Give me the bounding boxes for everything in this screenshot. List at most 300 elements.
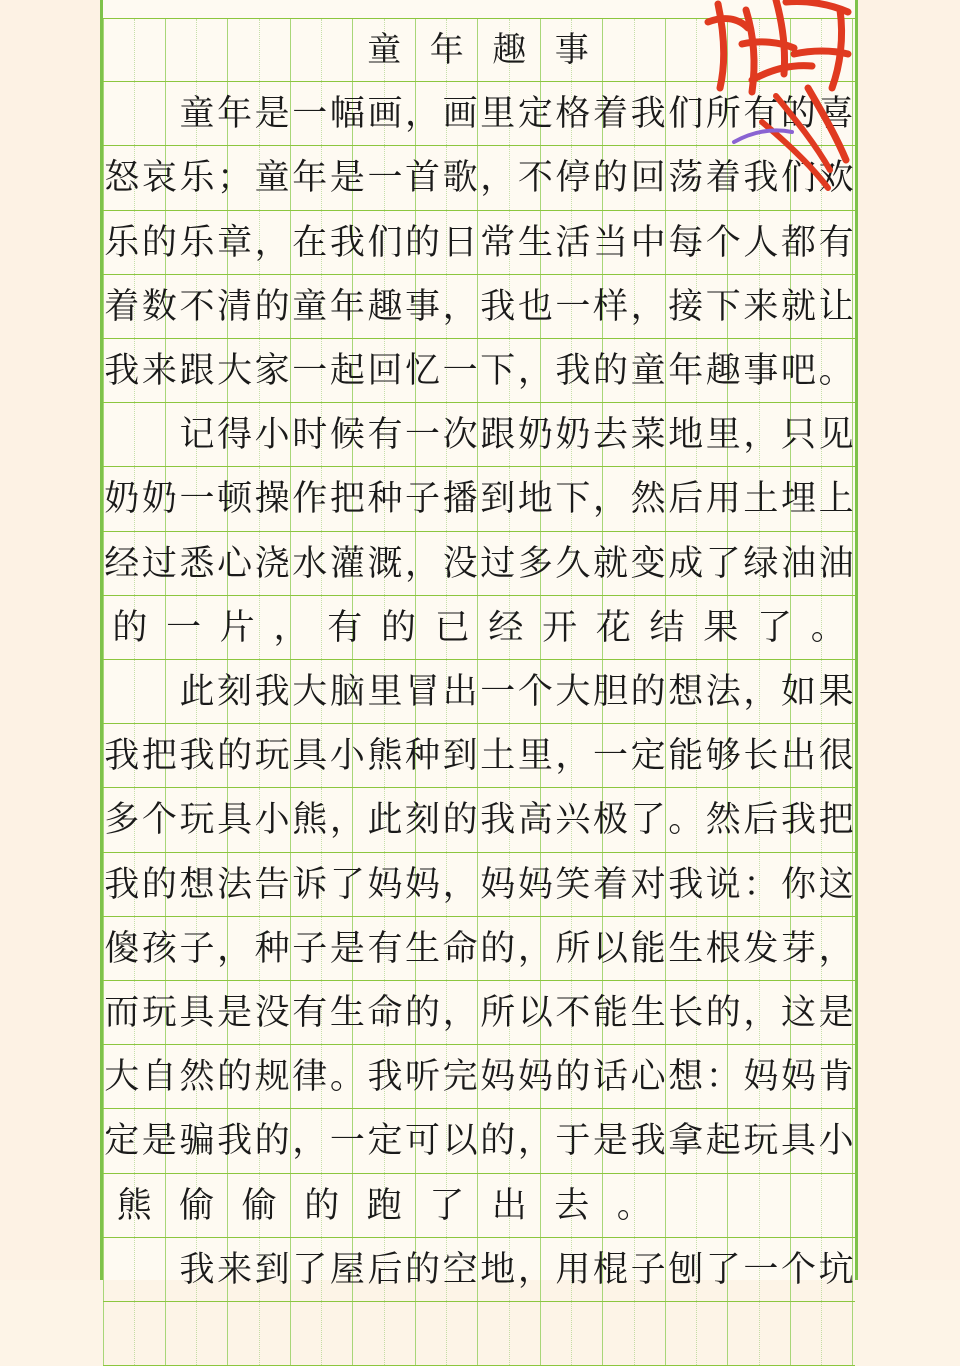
grid-cell [103, 1174, 166, 1237]
character: 自 [141, 1057, 177, 1098]
character: 着 [593, 864, 629, 905]
grid-cell [728, 1238, 791, 1301]
character: 肯 [818, 1057, 854, 1098]
character: 了 [756, 607, 792, 648]
character: 玩 [141, 993, 177, 1033]
character: 章 [217, 222, 253, 263]
character: 命 [442, 928, 478, 969]
character: 成 [668, 543, 704, 584]
grid-cell [666, 660, 729, 723]
character: 下 [705, 286, 741, 327]
character: 经 [488, 607, 524, 648]
grid-cell [353, 788, 416, 851]
character: 活 [555, 222, 591, 263]
character: 妈 [405, 864, 441, 905]
character: 用 [555, 1249, 591, 1290]
grid-cell [728, 1045, 791, 1108]
grid-cell [791, 1302, 854, 1365]
character: 的 [405, 993, 441, 1033]
character: 我 [254, 672, 290, 712]
character: 奶 [104, 479, 140, 520]
character: 具 [292, 736, 328, 777]
character: 时 [292, 415, 328, 456]
grid-row [103, 788, 855, 852]
character: 此 [179, 672, 215, 712]
character: 我 [179, 1249, 215, 1290]
character: 偷 [179, 1185, 215, 1226]
grid-cell [416, 467, 479, 530]
character: 这 [780, 993, 816, 1033]
character: 怒 [104, 158, 140, 199]
grid-cell [353, 532, 416, 595]
grid-cell [791, 981, 854, 1044]
grid-cell [228, 853, 291, 916]
character: 绿 [743, 543, 779, 584]
grid-cell [353, 1109, 416, 1172]
character: 果 [703, 607, 739, 648]
character: 幅 [329, 94, 365, 135]
grid-row [103, 1109, 855, 1173]
character: 坑 [818, 1249, 854, 1290]
grid-cell [416, 724, 479, 787]
grid-cell [603, 1109, 666, 1172]
character: 生 [668, 928, 704, 969]
character: 一 [292, 351, 328, 391]
grid-cell [791, 660, 854, 723]
grid-cell [291, 467, 354, 530]
grid-cell [103, 981, 166, 1044]
grid-cell [228, 1302, 291, 1365]
character: 趣 [492, 30, 527, 70]
grid-cell [541, 1174, 604, 1237]
grid-cell [603, 403, 666, 466]
grid-row [103, 275, 855, 339]
character: 欢 [818, 158, 854, 199]
character: 里 [517, 736, 553, 777]
grid-cell [291, 275, 354, 338]
grid-cell [353, 724, 416, 787]
character: 过 [480, 543, 516, 584]
grid-cell [353, 339, 416, 402]
character: 如 [780, 672, 816, 712]
character: 生 [405, 928, 441, 969]
character: 操 [254, 479, 290, 520]
character: 傻 [104, 928, 140, 969]
grid-cell [228, 917, 291, 980]
grid-cell [228, 596, 291, 659]
character: 乐 [104, 222, 140, 263]
grid-cell [166, 339, 229, 402]
character: 个 [517, 672, 553, 712]
character: ， [405, 543, 441, 584]
character: 片 [219, 607, 255, 648]
character: 子 [405, 479, 441, 520]
character: 心 [217, 543, 253, 584]
character: 后 [367, 1249, 403, 1290]
grid-cell [416, 1045, 479, 1108]
character: 出 [491, 1185, 527, 1226]
grid-cell [103, 660, 166, 723]
character: 子 [630, 1249, 666, 1290]
character: 年 [292, 158, 328, 199]
character: 玩 [743, 1121, 779, 1162]
character: 没 [254, 993, 290, 1033]
character: 的 [254, 286, 290, 327]
character: ， [743, 672, 779, 712]
grid-cell [728, 596, 791, 659]
character: 有 [367, 415, 403, 456]
grid-cell [103, 596, 166, 659]
grid-cell [228, 1109, 291, 1172]
grid-cell [353, 211, 416, 274]
grid-cell [541, 211, 604, 274]
grid-cell [228, 660, 291, 723]
character: 油 [780, 543, 816, 584]
character: 也 [517, 286, 553, 327]
grid-cell [103, 275, 166, 338]
character: 里 [367, 672, 403, 712]
grid-row [103, 853, 855, 917]
character: 而 [104, 993, 140, 1033]
grid-cell [541, 19, 604, 81]
grid-row [103, 532, 855, 596]
grid-cell [541, 1045, 604, 1108]
grid-cell [291, 724, 354, 787]
character: ， [593, 479, 629, 520]
character: 妈 [480, 864, 516, 905]
grid-cell [166, 981, 229, 1044]
character: 歌 [442, 158, 478, 199]
grid-cell [541, 82, 604, 145]
character: 回 [630, 158, 666, 199]
character: 以 [593, 928, 629, 969]
character: 奶 [555, 415, 591, 456]
character: 童 [367, 30, 402, 70]
grid-cell [728, 981, 791, 1044]
character: 能 [668, 736, 704, 777]
character: 我 [668, 864, 704, 905]
character: 停 [555, 158, 591, 199]
character: 不 [517, 158, 553, 199]
character: 是 [254, 94, 290, 135]
grid-cell [291, 917, 354, 980]
grid-row [103, 1174, 855, 1238]
character: 中 [630, 222, 666, 263]
grid-cell [166, 1302, 229, 1365]
character: 种 [367, 479, 403, 520]
character: 的 [442, 800, 478, 841]
character: 具 [179, 993, 215, 1033]
grid-cell [228, 275, 291, 338]
grid-cell [666, 853, 729, 916]
grid-cell [166, 146, 229, 209]
grid-cell [666, 1238, 729, 1301]
character: 具 [217, 800, 253, 841]
character: 人 [743, 222, 779, 263]
grid-cell [666, 981, 729, 1044]
grid-cell [166, 596, 229, 659]
character: 大 [217, 351, 253, 391]
grid-cell [666, 146, 729, 209]
grid-cell [291, 403, 354, 466]
character: 妈 [367, 864, 403, 905]
grid-cell [791, 853, 854, 916]
character: 后 [668, 479, 704, 520]
character: ， [254, 222, 290, 263]
grid-row [103, 917, 855, 981]
grid-cell [478, 596, 541, 659]
grid-cell [666, 724, 729, 787]
grid-cell [791, 1045, 854, 1108]
character: ， [442, 993, 478, 1033]
grid-cell [478, 660, 541, 723]
character: 定 [630, 736, 666, 777]
grid-cell [478, 981, 541, 1044]
character: 浇 [254, 543, 290, 584]
character: 我 [480, 286, 516, 327]
grid-cell [103, 1238, 166, 1301]
character: 趣 [705, 351, 741, 391]
grid-cell [103, 211, 166, 274]
character: 熊 [292, 800, 328, 841]
grid-cell [541, 724, 604, 787]
grid-cell [416, 146, 479, 209]
character: 妈 [517, 1057, 553, 1098]
character: 的 [217, 1057, 253, 1098]
character: 的 [254, 1121, 290, 1162]
grid-cell [666, 275, 729, 338]
grid-cell [791, 596, 854, 659]
character: ： [705, 1057, 741, 1098]
grid-cell [603, 724, 666, 787]
character: 是 [141, 1121, 177, 1162]
grid-cell [478, 403, 541, 466]
grid-cell [103, 724, 166, 787]
character: 命 [367, 993, 403, 1033]
character: 然 [179, 1057, 215, 1098]
character: 一 [166, 607, 202, 648]
character: 埋 [780, 479, 816, 520]
grid-cell [478, 1302, 541, 1365]
character: 。 [329, 1057, 365, 1098]
grid-paper-sheet [100, 0, 858, 1290]
character: 结 [649, 607, 685, 648]
grid-cell [416, 82, 479, 145]
character: ， [517, 928, 553, 969]
character: 。 [616, 1185, 652, 1226]
character: 种 [405, 736, 441, 777]
character: 。 [810, 607, 846, 648]
grid-cell [791, 403, 854, 466]
grid-cell [478, 788, 541, 851]
character: 种 [254, 928, 290, 969]
character: 是 [593, 1121, 629, 1162]
character: 有 [743, 94, 779, 135]
character: 一 [179, 479, 215, 520]
character: 首 [405, 158, 441, 199]
grid-cell [166, 19, 229, 81]
grid-row [103, 18, 855, 82]
character: 的 [593, 158, 629, 199]
character: 常 [480, 222, 516, 263]
right-page-margin [858, 0, 960, 1280]
grid-cell [416, 1238, 479, 1301]
grid-cell [603, 146, 666, 209]
grid-cell [603, 82, 666, 145]
grid-cell [728, 275, 791, 338]
grid-cell [666, 467, 729, 530]
character: 心 [630, 1057, 666, 1098]
character: 我 [743, 158, 779, 199]
grid-cell [478, 917, 541, 980]
grid-cell [603, 853, 666, 916]
character: 一 [442, 351, 478, 391]
character: 菜 [630, 415, 666, 456]
character: 后 [743, 800, 779, 841]
character: ， [818, 928, 854, 969]
grid-cell [603, 19, 666, 81]
character: 出 [780, 736, 816, 777]
character: 记 [179, 415, 215, 456]
character: 画 [442, 94, 478, 135]
character: 用 [705, 479, 741, 520]
character: 把 [329, 479, 365, 520]
grid-cell [541, 339, 604, 402]
character: 是 [217, 993, 253, 1033]
grid-cell [103, 917, 166, 980]
grid-cell [478, 339, 541, 402]
character: 了 [429, 1185, 465, 1226]
character: 一 [555, 286, 591, 327]
character: 生 [630, 993, 666, 1033]
grid-cell [541, 981, 604, 1044]
character: 。 [818, 351, 854, 391]
grid-cell [353, 1045, 416, 1108]
grid-cell [728, 339, 791, 402]
character: 此 [367, 800, 403, 841]
grid-cell [666, 596, 729, 659]
grid-cell [541, 1302, 604, 1365]
character: ， [630, 286, 666, 327]
grid-cell [478, 467, 541, 530]
grid-cell [478, 1045, 541, 1108]
character: 妈 [780, 1057, 816, 1098]
grid-cell [103, 1109, 166, 1172]
character: 法 [217, 864, 253, 905]
grid-cell [666, 788, 729, 851]
character: 年 [217, 94, 253, 135]
grid-cell [541, 853, 604, 916]
grid-cell [666, 917, 729, 980]
character: 法 [705, 672, 741, 712]
character: 起 [705, 1121, 741, 1162]
grid-cell [541, 660, 604, 723]
character: 忆 [405, 351, 441, 391]
grid-cell [166, 853, 229, 916]
character: 极 [593, 800, 629, 841]
grid-cell [228, 19, 291, 81]
character: 出 [442, 672, 478, 712]
grid-row [103, 339, 855, 403]
grid-cell [103, 532, 166, 595]
character: 一 [405, 415, 441, 456]
left-page-margin [0, 0, 100, 1280]
character: 来 [743, 286, 779, 327]
grid-cell [291, 788, 354, 851]
character: 子 [292, 928, 328, 969]
grid-cell [603, 532, 666, 595]
character: 已 [434, 607, 470, 648]
grid-cell [728, 532, 791, 595]
grid-row [103, 981, 855, 1045]
character: 是 [818, 993, 854, 1033]
grid-cell [603, 788, 666, 851]
character: 过 [141, 543, 177, 584]
character: 把 [141, 736, 177, 777]
character: 吧 [780, 351, 816, 391]
character: 说 [705, 864, 741, 905]
character: 了 [630, 800, 666, 841]
grid-cell [541, 917, 604, 980]
character: ， [743, 415, 779, 456]
character: 着 [593, 94, 629, 135]
character: 荡 [668, 158, 704, 199]
character: 到 [480, 479, 516, 520]
character: 的 [593, 351, 629, 391]
character: 事 [405, 286, 441, 327]
grid-cell [228, 146, 291, 209]
grid-cell [166, 788, 229, 851]
character: 刻 [405, 800, 441, 841]
grid-cell [416, 1109, 479, 1172]
character: 奶 [517, 415, 553, 456]
grid-cell [228, 339, 291, 402]
character: ， [329, 800, 365, 841]
character: 的 [217, 736, 253, 777]
character: 趣 [367, 286, 403, 327]
character: 到 [442, 736, 478, 777]
character: 所 [555, 928, 591, 969]
grid-cell [478, 19, 541, 81]
grid-cell [541, 788, 604, 851]
grid-cell [478, 853, 541, 916]
character: 的 [480, 928, 516, 969]
grid-cell [416, 660, 479, 723]
character: 奶 [141, 479, 177, 520]
grid-cell [478, 211, 541, 274]
character: 妈 [517, 864, 553, 905]
grid-cell [541, 596, 604, 659]
character: 笑 [555, 864, 591, 905]
grid-cell [166, 1174, 229, 1237]
grid-cell [103, 82, 166, 145]
character: ， [480, 158, 516, 199]
character: 当 [593, 222, 629, 263]
character: 一 [480, 672, 516, 712]
grid-cell [416, 403, 479, 466]
grid-cell [291, 660, 354, 723]
character: 了 [329, 864, 365, 905]
character: 定 [104, 1121, 140, 1162]
grid-cell [728, 724, 791, 787]
character: 子 [179, 928, 215, 969]
character: 下 [555, 479, 591, 520]
grid-cell [353, 275, 416, 338]
character: 去 [554, 1185, 590, 1226]
character: ， [555, 736, 591, 777]
character: 乐 [179, 158, 215, 199]
character: 作 [292, 479, 328, 520]
